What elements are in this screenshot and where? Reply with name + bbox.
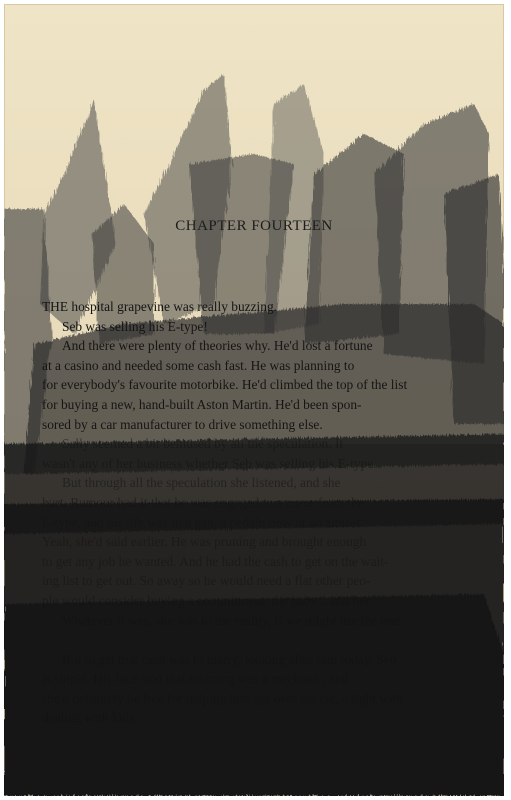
text-line: for everybody's favourite motorbike. He'd climbed the top of the list	[42, 377, 408, 393]
text-line: sored by a car manufacturer to drive something else.	[42, 416, 323, 432]
text-line: at a casino and needed some cash fast. He was planning to	[42, 357, 355, 373]
book-page	[4, 4, 504, 796]
text-line	[42, 630, 464, 650]
text-line: Yeah, she'd said earlier. He was pruning and brought enough	[42, 534, 367, 550]
text-line: ing list to get out. So away so he would need a flat other peo-	[42, 573, 371, 589]
text-line: for buying a new, hand-built Aston Martin. He'd been spon-	[42, 396, 362, 412]
text-line: wasn't any of her business whether Seb was selling his E-type.	[42, 455, 377, 471]
text-line: is single. His face said that morning was a mechanic, and	[42, 671, 349, 687]
text-line: dealing with kids.	[42, 710, 138, 726]
text-line: ple would consider buying a commitment, the baby... and her.	[42, 592, 373, 608]
text-line: E-type, and his life was in a gap, a pedalo now or so almost.	[42, 514, 365, 530]
chapter-title: CHAPTER FOURTEEN	[175, 218, 333, 234]
text-line: But through all the speculation she listened, and she	[62, 475, 341, 491]
text-line: THE hospital grapevine was really buzzing.	[42, 299, 278, 314]
text-line: she'd definitely be free for helping him get over his car, a tight with	[42, 690, 404, 706]
text-line: Seb was selling his E-type!	[62, 318, 208, 334]
page-text	[42, 297, 464, 728]
text-line: And there were plenty of theories why. He'd lost a fortune	[62, 338, 373, 354]
text-line: to get any job he wanted. And he had the cash to get on the wait-	[42, 553, 389, 569]
text-line: But to get that cash was to marry, looking after him today, Seb	[62, 651, 397, 667]
text-line: Whatever it was, she was to the reality, if we might use the one.	[62, 612, 404, 628]
text-line: Sally seemed a bit bemused by all the speculation. It	[62, 436, 344, 452]
text-line: hurt. Rumour had it that he was engaged to a nurse from the	[42, 494, 364, 510]
